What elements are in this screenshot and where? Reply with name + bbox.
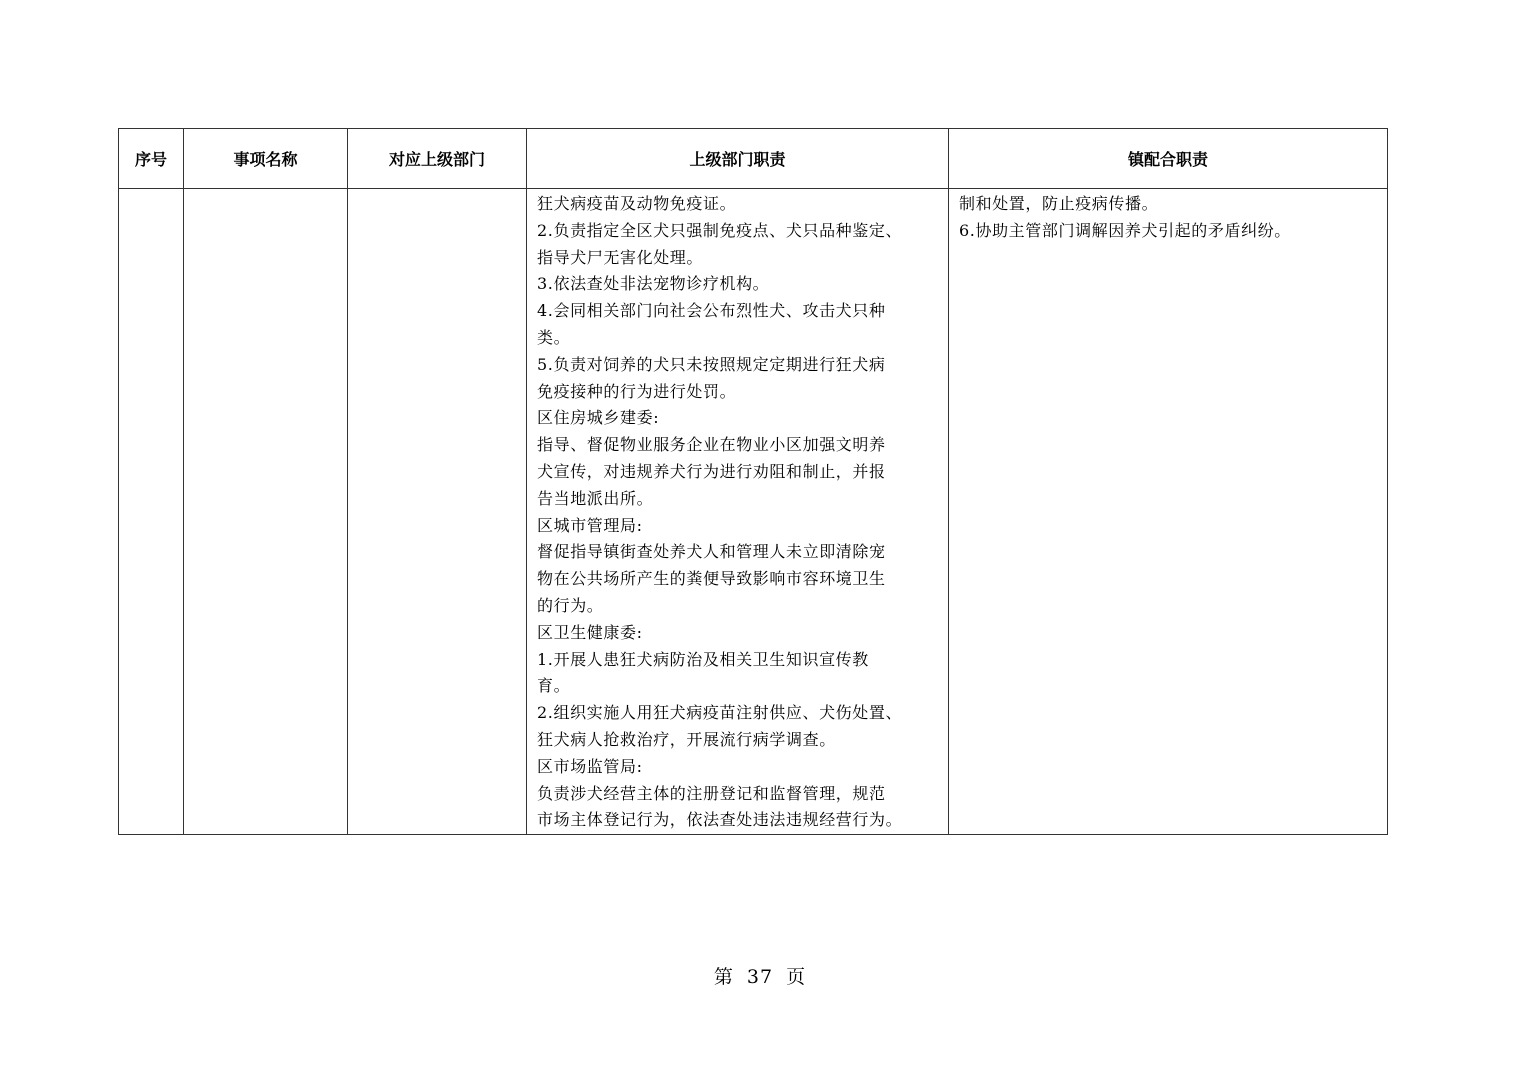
- text-line: 指导、督促物业服务企业在物业小区加强文明养: [537, 435, 886, 455]
- text-line: 区市场监管局:: [537, 756, 643, 776]
- text-line: 物在公共场所产生的粪便导致影响市容环境卫生: [537, 569, 886, 589]
- duties-table: [118, 128, 1388, 835]
- header-town-duties: 镇配合职责: [949, 129, 1388, 189]
- text-line: 4.会同相关部门向社会公布烈性犬、攻击犬只种: [537, 301, 886, 321]
- table-row: [119, 189, 1388, 835]
- cell-seq: [119, 189, 184, 835]
- text-line: 区城市管理局:: [537, 515, 643, 535]
- header-upper-duties: 上级部门职责: [527, 129, 949, 189]
- text-line: 类。: [537, 327, 571, 347]
- text-line: 区住房城乡建委:: [537, 408, 660, 428]
- text-line: 制和处置，防止疫病传播。: [959, 194, 1159, 213]
- upper-duties-text: [527, 189, 948, 834]
- footer-prefix: 第: [713, 966, 734, 988]
- text-line: 2.组织实施人用狂犬病疫苗注射供应、犬伤处置、: [537, 703, 903, 723]
- text-line: 育。: [537, 676, 571, 696]
- text-line: 2.负责指定全区犬只强制免疫点、犬只品种鉴定、: [537, 220, 903, 240]
- text-line: 1.开展人患狂犬病防治及相关卫生知识宣传教: [537, 649, 869, 669]
- text-line: 狂犬病疫苗及动物免疫证。: [537, 194, 737, 213]
- text-line: 区卫生健康委:: [537, 622, 643, 642]
- header-upper-dept: 对应上级部门: [348, 129, 527, 189]
- cell-item-name: [184, 189, 348, 835]
- text-line: 的行为。: [537, 595, 604, 615]
- text-line: 6.协助主管部门调解因养犬引起的矛盾纠纷。: [959, 220, 1291, 240]
- text-line: 督促指导镇街查处养犬人和管理人未立即清除宠: [537, 542, 886, 562]
- footer-suffix: 页: [786, 966, 807, 988]
- text-line: 市场主体登记行为，依法查处违法违规经营行为。: [537, 810, 903, 830]
- text-line: 负责涉犬经营主体的注册登记和监督管理，规范: [537, 783, 886, 803]
- text-line: 告当地派出所。: [537, 488, 654, 508]
- header-seq: 序号: [119, 129, 184, 189]
- cell-upper-dept: [348, 189, 527, 835]
- town-duties-text: [949, 189, 1387, 245]
- cell-town-duties: [949, 189, 1388, 835]
- text-line: 犬宣传，对违规养犬行为进行劝阻和制止，并报: [537, 461, 886, 481]
- cell-upper-duties: [527, 189, 949, 835]
- text-line: 5.负责对饲养的犬只未按照规定定期进行狂犬病: [537, 354, 886, 374]
- page-number: 37: [746, 966, 774, 988]
- table-header-row: [119, 129, 1388, 189]
- text-line: 狂犬病人抢救治疗，开展流行病学调查。: [537, 729, 836, 749]
- text-line: 指导犬尸无害化处理。: [537, 247, 704, 267]
- page-number-footer: [0, 962, 1520, 989]
- header-item-name: 事项名称: [184, 129, 348, 189]
- text-line: 免疫接种的行为进行处罚。: [537, 381, 737, 401]
- text-line: 3.依法查处非法宠物诊疗机构。: [537, 274, 770, 294]
